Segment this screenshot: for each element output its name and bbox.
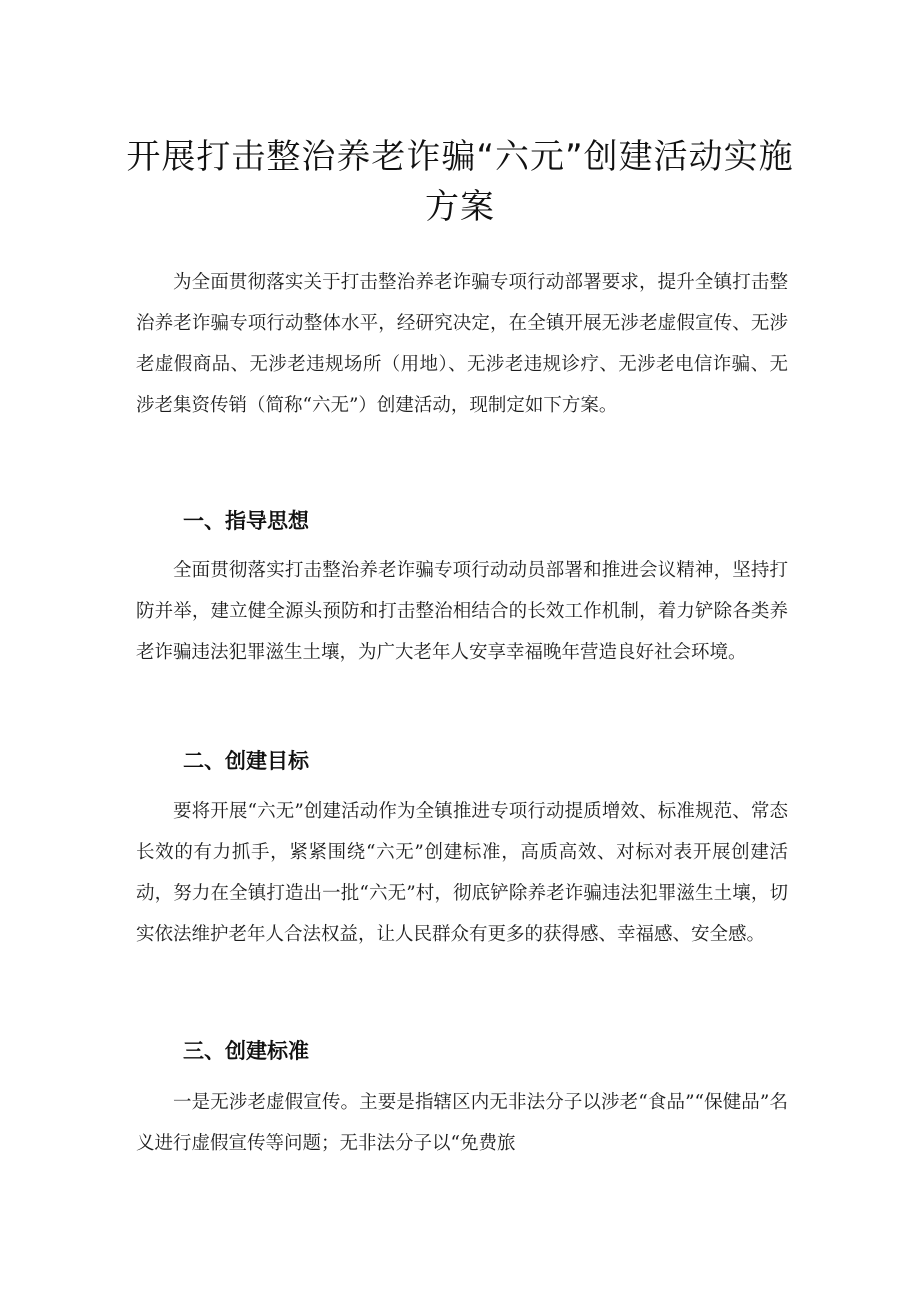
intro-paragraph: 为全面贯彻落实关于打击整治养老诈骗专项行动部署要求，提升全镇打击整治养老诈骗专项行动整体水平，经研究决定，在全镇开展无涉老虚假宣传、无涉老虚假商品、无涉老违规场所（用地）、无涉老违规诊疗、无涉老电信诈骗、无涉老集资传销（简称“六无”）创建活动，现制定如下方案。 <box>136 272 788 416</box>
section-heading-creation-standards: 三、创建标准 <box>183 1039 309 1063</box>
section-body-guiding-ideology: 全面贯彻落实打击整治养老诈骗专项行动动员部署和推进会议精神，坚持打防并举，建立健全源头预防和打击整治相结合的长效工作机制，着力铲除各类养老诈骗违法犯罪滋生土壤，为广大老年人安享幸福晚年营造良好社会环境。 <box>136 560 788 663</box>
section-heading-guiding-ideology: 一、指导思想 <box>183 509 309 533</box>
section-body-creation-goals: 要将开展“六无”创建活动作为全镇推进专项行动提质增效、标准规范、常态长效的有力抓手，紧紧围绕“六无”创建标准，高质高效、对标对表开展创建活动，努力在全镇打造出一批“六无”村，彻底铲除养老诈骗违法犯罪滋生土壤，切实依法维护老年人合法权益，让人民群众有更多的获得感、幸福感、安全感。 <box>136 801 788 945</box>
document-title-line-1: 开展打击整治养老诈骗“六元”创建活动实施 <box>126 137 794 177</box>
section-heading-creation-goals: 二、创建目标 <box>183 749 309 773</box>
section-body-creation-standards: 一是无涉老虚假宣传。主要是指辖区内无非法分子以涉老“食品”“保健品”名义进行虚假宣传等问题；无非法分子以“免费旅 <box>136 1092 788 1154</box>
document-title-line-2: 方案 <box>425 187 495 227</box>
